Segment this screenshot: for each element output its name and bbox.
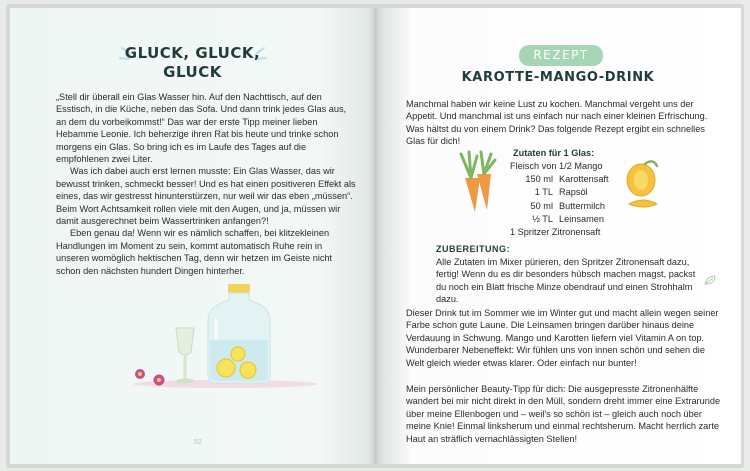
chapter-title — [10, 44, 375, 82]
flower-icon — [154, 375, 165, 386]
ingredient-row — [510, 213, 630, 226]
carrot-illustration — [447, 148, 507, 218]
ingredient-amount: 150 ml — [525, 174, 553, 185]
chapter-title-line-1: GLUCK, GLUCK, — [124, 44, 261, 62]
water-bottle-illustration — [208, 284, 270, 383]
preparation-heading: ZUBEREITUNG: — [436, 244, 510, 254]
left-paragraph-2: Was ich dabei auch erst lernen musste: Ein Glas Wasser, das wir bewusst trinken, schmeckt besser! Und es hat einen positiveren Effekt als eines, das wir gestresst hinunterstürzen, nur weil wir das eben „müssen“. Beim Wort Achtsamkeit rollen viele mit den Augen, und ja, müssen wir damit ausgerechnet beim Wassertrinken anfangen?! — [56, 166, 356, 227]
ingredient-item: 1 Spritzer Zitronensaft — [510, 226, 601, 237]
mango-illustration — [623, 160, 667, 216]
page-number: 52 — [194, 439, 202, 446]
ingredient-item: Buttermilch — [559, 200, 605, 211]
ingredient-row — [510, 173, 630, 186]
ingredient-row — [510, 226, 630, 239]
glass-illustration — [176, 328, 194, 384]
chapter-title-line-2: GLUCK — [163, 63, 222, 81]
left-paragraph-3: Eben genau da! Wenn wir es nämlich schaffen, bei klitzekleinen Handlungen im Moment zu sein, kommt automatisch Ruhe rein in unseren womöglich hektischen Tag, denn wir hetzen im Geiste nicht schon den nächsten hundert Dingen hinterher. — [56, 228, 333, 276]
flower-icon — [135, 369, 145, 379]
ingredient-item: Karottensaft — [559, 174, 609, 185]
left-page — [10, 8, 375, 464]
ingredients-list — [510, 160, 630, 239]
recipe-badge: REZEPT — [519, 45, 603, 66]
right-page — [375, 8, 741, 464]
left-paragraph-1: „Stell dir überall ein Glas Wasser hin. Auf den Nachttisch, auf den Esstisch, in die Küche, neben das Sofa. Und dann trink jedes Glas aus, an dem du vorbeikommst!“ Das war der erste Tipp meiner lieben Hebamme Leonie. Ich beherzige ihren Rat bis heute und trinke schon morgens ein Glas. So bring ich es im Laufe des Tages auf die empfohlenen zwei Liter. — [56, 92, 347, 165]
ingredients-heading: Zutaten für 1 Glas: — [513, 148, 595, 158]
ingredient-row — [510, 160, 630, 173]
recipe-intro: Manchmal haben wir keine Lust zu kochen. Manchmal vergeht uns der Appetit. Und manchmal ist uns einfach nur nach einer kleinen Erfrischung. Was hältst du von einem Drink? Das folgende Rezept ergibt ein schnelles Glas für dich! — [406, 99, 708, 147]
recipe-paragraph-2: Dieser Drink tut im Sommer wie im Winter gut und macht allein wegen seiner Farbe schon gute Laune. Die Leinsamen bringen darüber hinaus deine Verdauung in Schwung. Mango und Karotten liefern viel Vitamin A on top. Wunderbarer Nebeneffekt: Wir fühlen uns von innen schön und sehen die Welt gleich wieder etwas klarer. Oder einfach nur bunter! — [406, 308, 719, 368]
leaf-icon — [703, 274, 719, 286]
book-spine-shadow — [368, 8, 384, 464]
ingredient-amount: 50 ml — [530, 200, 553, 211]
ingredient-row — [510, 186, 630, 199]
ingredient-item: Leinsamen — [559, 213, 604, 224]
ingredient-amount: ½ TL — [532, 213, 553, 224]
ingredient-item: Fleisch von 1/2 Mango — [510, 161, 603, 171]
water-illustration — [120, 280, 320, 400]
preparation-text: Alle Zutaten im Mixer pürieren, den Spritzer Zitronensaft dazu, fertig! Wenn du es dir besonders hübsch machen magst, packst du noch ein Blatt frische Minze obendrauf und einen Strohhalm dazu. — [436, 257, 696, 305]
ingredient-row — [510, 200, 630, 213]
ingredient-amount: 1 TL — [534, 187, 553, 198]
ingredient-item: Rapsöl — [559, 187, 588, 198]
recipe-paragraph-3: Mein persönlicher Beauty-Tipp für dich: Die ausgepresste Zitronenhälfte wandert bei mir nicht direkt in den Müll, sondern dreht immer eine Extrarunde über meine Ellenbogen und – weil's so schön ist – gleich auch noch über meine Knie! Einmal linksherum und einmal rechtsherum. Macht herrlich zarte Haut an sträflich vernachlässigten Stellen! — [406, 384, 721, 444]
left-body-text — [56, 91, 356, 277]
recipe-title: KAROTTE-MANGO-DRINK — [461, 70, 655, 85]
